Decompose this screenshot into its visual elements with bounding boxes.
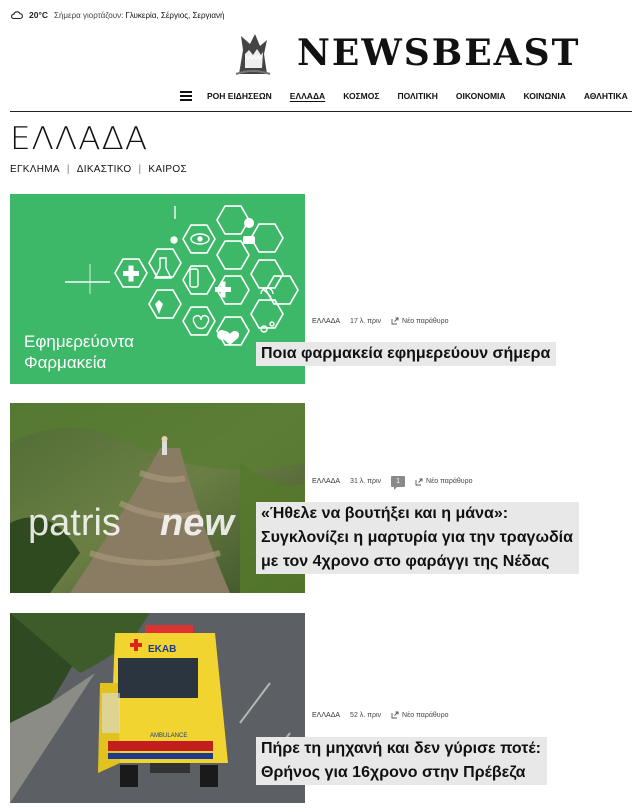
article-headline[interactable] [256, 737, 547, 785]
nav-item-oikonomia[interactable]: ΟΙΚΟΝΟΜΙΑ [455, 91, 506, 101]
watermark-text-bold: new [160, 502, 234, 544]
watermark-text: patris [28, 502, 121, 544]
article-meta [312, 317, 448, 325]
article-category[interactable]: ΕΛΛΑΔΑ [312, 317, 341, 325]
ambulance-side-label: AMBULANCE [150, 733, 188, 739]
article-meta [312, 476, 472, 487]
site-name: NEWSBEAST [297, 32, 581, 74]
subcategory-egklima[interactable]: ΕΓΚΛΗΜΑ [10, 164, 60, 175]
article-headline[interactable] [256, 502, 579, 574]
namedays-list: Γλυκερία, Σέργιος, Σεργιανή [125, 10, 225, 20]
nav-item-athlitika[interactable]: ΑΘΛΗΤΙΚΑ [583, 91, 628, 101]
top-bar [10, 8, 224, 22]
subcategory-kairos[interactable]: ΚΑΙΡΟΣ [148, 164, 187, 175]
temperature: 20°C [29, 10, 48, 20]
hexagon-shape [149, 249, 181, 277]
article-card [10, 613, 630, 803]
hexagon-shape [251, 260, 283, 288]
image-text-line1: Εφημερεύοντα [24, 332, 134, 351]
nav-item-politiki[interactable]: ΠΟΛΙΤΙΚΗ [397, 91, 438, 101]
hexagon-shape [217, 241, 249, 269]
headline-line: Θρήνος για 16χρονο στην Πρέβεζα [261, 764, 526, 781]
site-logo[interactable] [233, 30, 580, 76]
headline-line: Ποια φαρμακεία εφημερεύουν σήμερα [261, 345, 551, 362]
external-link-icon [391, 711, 399, 719]
headline-line: «Ήθελε να βουτήξει και η μάνα»: [261, 505, 509, 522]
article-time: 31 λ. πριν [350, 478, 382, 485]
main-nav [180, 88, 632, 104]
subnav-separator: | [138, 164, 142, 175]
new-window-label: Νέο παράθυρο [402, 711, 449, 719]
headline-line: Συγκλονίζει η μαρτυρία για την τραγωδία [261, 529, 573, 546]
nav-item-roi[interactable]: ΡΟΗ ΕΙΔΗΣΕΩΝ [207, 91, 272, 101]
article-time: 52 λ. πριν [350, 711, 382, 719]
section-title: ΕΛΛΑΔΑ [10, 121, 149, 157]
nav-item-koinonia[interactable]: ΚΟΙΝΩΝΙΑ [523, 91, 566, 101]
article-headline[interactable] [256, 342, 556, 366]
article-category[interactable]: ΕΛΛΑΔΑ [312, 711, 341, 719]
cloud-icon [10, 10, 23, 20]
headline-line: Πήρε τη μηχανή και δεν γύρισε ποτέ: [261, 740, 541, 757]
subcategory-nav [10, 164, 187, 175]
header-divider [10, 111, 632, 112]
image-text-line2: Φαρμακεία [24, 353, 107, 372]
subcategory-dikastiko[interactable]: ΔΙΚΑΣΤΙΚΟ [76, 164, 132, 175]
hexagon-shape [251, 224, 283, 252]
namedays-label: Σήμερα γιορτάζουν: [54, 10, 124, 20]
article-time: 17 λ. πριν [350, 317, 382, 325]
nav-item-ellada[interactable]: ΕΛΛΑΔΑ [289, 91, 326, 101]
new-window-link[interactable] [415, 478, 472, 486]
hamburger-icon[interactable] [180, 91, 192, 101]
new-window-link[interactable] [391, 711, 448, 719]
hexagon-shape [149, 290, 181, 318]
article-card [10, 403, 630, 593]
hexagon-shape [183, 266, 215, 294]
article-card [10, 194, 630, 384]
ambulance-label: ΕΚΑΒ [148, 644, 177, 655]
nav-item-kosmos[interactable]: ΚΟΣΜΟΣ [343, 91, 380, 101]
hexagon-shape [217, 206, 249, 234]
new-window-label: Νέο παράθυρο [426, 478, 473, 485]
subnav-separator: | [66, 164, 70, 175]
article-meta [312, 711, 448, 719]
article-category[interactable]: ΕΛΛΑΔΑ [312, 478, 341, 485]
external-link-icon [391, 317, 399, 325]
new-window-label: Νέο παράθυρο [402, 317, 449, 325]
external-link-icon [415, 478, 423, 486]
new-window-link[interactable] [391, 317, 448, 325]
headline-line: με τον 4χρονο στο φαράγγι της Νέδας [261, 553, 550, 570]
hexagon-shape [183, 307, 215, 335]
shark-icon [233, 30, 273, 76]
comment-count-badge[interactable]: 1 [391, 476, 405, 487]
